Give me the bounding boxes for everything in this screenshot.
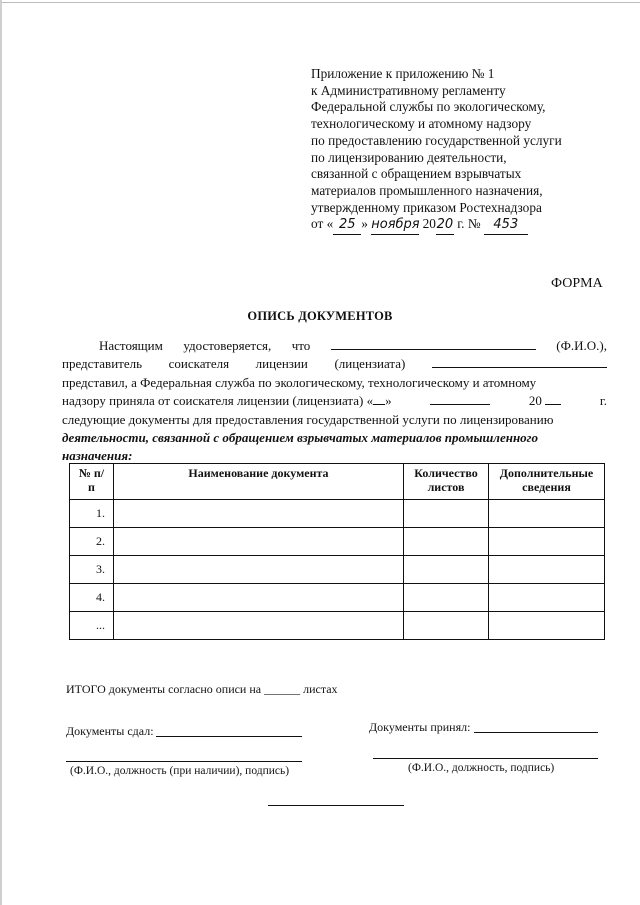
body-line: представил, а Федеральная служба по экологическому, технологическому и атомному — [62, 374, 537, 390]
documents-table — [69, 463, 605, 640]
date-mid: » — [361, 216, 368, 232]
document-title: ОПИСЬ ДОКУМЕНТОВ — [247, 309, 393, 323]
additional-info-cell[interactable] — [489, 584, 605, 612]
body-word: удостоверяется, — [183, 338, 272, 353]
handed-over-caption: (Ф.И.О., должность (при наличии), подпись) — [70, 765, 290, 777]
row-number: 2. — [70, 528, 114, 556]
body-word: Настоящим — [99, 338, 163, 353]
number-label: № — [467, 216, 481, 232]
body-text: 20 — [528, 393, 542, 409]
appendix-header — [311, 66, 631, 235]
document-body — [62, 337, 607, 466]
appendix-line: технологическому и атомному надзору — [311, 116, 532, 132]
document-name-cell[interactable] — [113, 528, 403, 556]
bottom-divider — [268, 805, 404, 806]
sheet-count-cell[interactable] — [404, 612, 489, 640]
body-text: » — [385, 393, 392, 409]
header-text: Количество листов — [414, 466, 478, 494]
form-label: ФОРМА — [551, 276, 603, 291]
month-blank — [430, 392, 490, 405]
table-row — [70, 584, 605, 612]
row-number: 3. — [70, 556, 114, 584]
sheet-count-cell[interactable] — [404, 500, 489, 528]
header-text: № п/п — [78, 466, 105, 494]
body-line: следующие документы для предоставления государственной услуги по лицензированию — [62, 411, 554, 427]
order-date-line — [311, 216, 631, 235]
body-text: надзору приняла от соискателя лицензии (лицензиата) « — [62, 393, 374, 409]
year-blank — [545, 392, 561, 405]
document-name-cell[interactable] — [113, 584, 403, 612]
document-name-cell[interactable] — [113, 556, 403, 584]
year-prefix: 20 — [422, 216, 436, 232]
additional-info-cell[interactable] — [489, 612, 605, 640]
handwritten-number: 453 — [484, 217, 528, 235]
body-word: представитель — [62, 356, 143, 372]
applicant-blank — [432, 355, 607, 368]
appendix-line: по предоставлению государственной услуги — [311, 132, 562, 148]
body-text: г. — [599, 393, 607, 409]
handwritten-day: 25 — [333, 217, 361, 235]
fio-blank — [331, 337, 536, 350]
year-suffix: г. — [457, 216, 465, 232]
sheet-count-cell[interactable] — [404, 584, 489, 612]
received-label: Документы принял: — [369, 720, 471, 734]
received-caption: (Ф.И.О., должность, подпись) — [408, 762, 555, 774]
appendix-line: Федеральной службы по экологическому, — [311, 99, 546, 115]
handwritten-year: 20 — [436, 217, 454, 235]
appendix-line: к Административному регламенту — [311, 82, 506, 98]
page-top-edge — [0, 2, 640, 3]
document-name-cell[interactable] — [113, 500, 403, 528]
body-word: (лицензиата) — [334, 356, 406, 372]
handed-over-signature-line[interactable] — [156, 736, 302, 737]
handwritten-month: ноября — [371, 217, 419, 235]
received-fio-line[interactable] — [373, 758, 598, 759]
additional-info-cell[interactable] — [489, 528, 605, 556]
appendix-line: утвержденному приказом Ростехнадзора — [311, 199, 542, 215]
handed-over-label: Документы сдал: — [66, 724, 154, 738]
day-blank — [373, 392, 385, 405]
appendix-line: связанной с обращением взрывчатых — [311, 166, 522, 182]
header-sheet-count — [404, 464, 489, 500]
appendix-line: Приложение к приложению № 1 — [311, 66, 495, 81]
header-text: Дополнительные сведения — [499, 466, 594, 494]
additional-info-cell[interactable] — [489, 500, 605, 528]
body-line — [62, 337, 607, 355]
appendix-line: по лицензированию деятельности, — [311, 149, 507, 165]
body-line-emphasis: назначения: — [62, 448, 133, 464]
body-word: (Ф.И.О.), — [556, 338, 607, 353]
table-row — [70, 556, 605, 584]
total-sheets-line: ИТОГО документы согласно описи на ______ листах — [66, 682, 338, 696]
body-line — [62, 355, 607, 373]
table-row — [70, 612, 605, 640]
body-line-emphasis: деятельности, связанной с обращением взрывчатых материалов промышленного — [62, 430, 538, 446]
document-name-cell[interactable] — [113, 612, 403, 640]
table-header-row — [70, 464, 605, 500]
sheet-count-cell[interactable] — [404, 528, 489, 556]
additional-info-cell[interactable] — [489, 556, 605, 584]
body-word: соискателя — [168, 356, 230, 372]
date-prefix: от « — [311, 216, 334, 232]
received-signature-line[interactable] — [474, 732, 598, 733]
header-document-name: Наименование документа — [113, 464, 403, 500]
table-row — [70, 500, 605, 528]
page-left-edge — [0, 0, 2, 905]
sheet-count-cell[interactable] — [404, 556, 489, 584]
row-number: 1. — [70, 500, 114, 528]
body-line — [62, 392, 607, 410]
header-number — [70, 464, 114, 500]
handed-over-fio-line[interactable] — [66, 761, 302, 762]
body-word: что — [291, 338, 311, 353]
row-number: 4. — [70, 584, 114, 612]
row-number: ... — [70, 612, 114, 640]
body-word: лицензии — [255, 356, 308, 372]
header-additional-info — [489, 464, 605, 500]
appendix-line: материалов промышленного назначения, — [311, 182, 543, 198]
table-row — [70, 528, 605, 556]
